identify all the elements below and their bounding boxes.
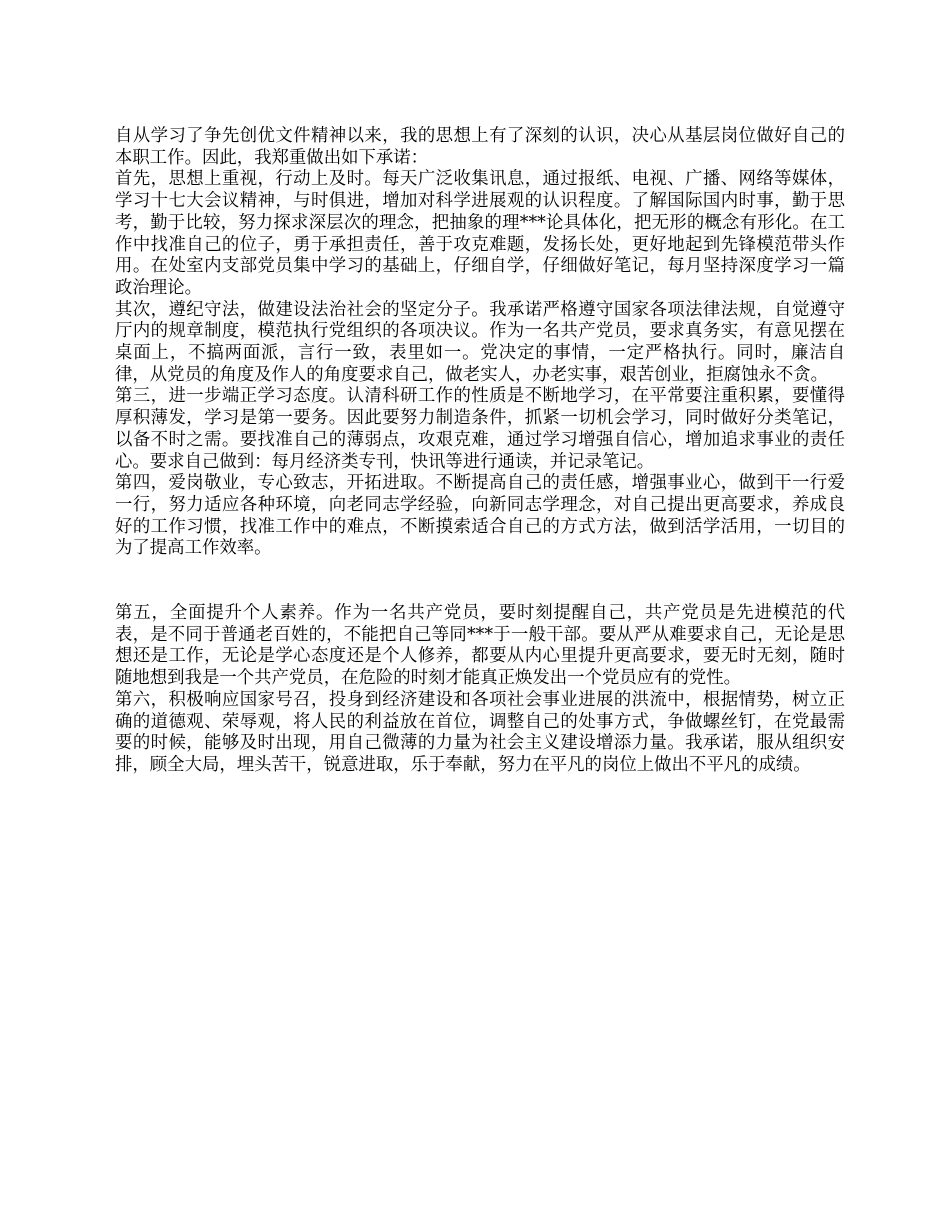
paragraph-fourth: 第四，爱岗敬业，专心致志，开拓进取。不断提高自己的责任感，增强事业心，做到干一行爱一行，努力适应各种环境，向老同志学经验，向新同志学理念，对自己提出更高要求，养成良好的工作习惯，找准工作中的难点，不断摸索适合自己的方式方法，做到活学活用，一切目的为了提高工作效率。 [115, 473, 845, 559]
paragraph-fifth: 第五，全面提升个人素养。作为一名共产党员，要时刻提醒自己，共产党员是先进模范的代表，是不同于普通老百姓的，不能把自己等同***于一般干部。要从严从难要求自己，无论是思想还是工作，无论是学心态度还是个人修养，都要从内心里提升更高要求，要无时无刻，随时随地想到我是一个共产党员，在危险的时刻才能真正焕发出一个党员应有的党性。 [115, 603, 845, 689]
paragraph-intro: 自从学习了争先创优文件精神以来，我的思想上有了深刻的认识，决心从基层岗位做好自己的本职工作。因此，我郑重做出如下承诺： [115, 126, 845, 168]
paragraph-second: 其次，遵纪守法，做建设法治社会的坚定分子。我承诺严格遵守国家各项法律法规，自觉遵守厅内的规章制度，模范执行党组织的各项决议。作为一名共产党员，要求真务实，有意见摆在桌面上，不搞两面派，言行一致，表里如一。党决定的事情，一定严格执行。同时，廉洁自律，从党员的角度及作人的角度要求自己，做老实人，办老实事，艰苦创业，拒腐蚀永不贪。 [115, 299, 845, 385]
paragraph-sixth: 第六，积极响应国家号召，投身到经济建设和各项社会事业进展的洪流中，根据情势，树立正确的道德观、荣辱观，将人民的利益放在首位，调整自己的处事方式，争做螺丝钉，在党最需要的时候，能够及时出现，用自己微薄的力量为社会主义建设增添力量。我承诺，服从组织安排，顾全大局，埋头苦干，锐意进取，乐于奉献，努力在平凡的岗位上做出不平凡的成绩。 [115, 689, 845, 775]
document-body [115, 126, 845, 777]
paragraph-first: 首先，思想上重视，行动上及时。每天广泛收集讯息，通过报纸、电视、广播、网络等媒体，学习十七大会议精神，与时俱进，增加对科学进展观的认识程度。了解国际国内时事，勤于思考，勤于比较，努力探求深层次的理念，把抽象的理***论具体化，把无形的概念有形化。在工作中找准自己的位子，勇于承担责任，善于攻克难题，发扬长处，更好地起到先锋模范带头作用。在处室内支部党员集中学习的基础上，仔细自学，仔细做好笔记，每月坚持深度学习一篇政治理论。 [115, 169, 845, 298]
paragraph-third: 第三，进一步端正学习态度。认清科研工作的性质是不断地学习，在平常要注重积累，要懂得厚积薄发，学习是第一要务。因此要努力制造条件，抓紧一切机会学习，同时做好分类笔记，以备不时之需。要找准自己的薄弱点，攻艰克难，通过学习增强自信心，增加追求事业的责任心。要求自己做到：每月经济类专刊，快讯等进行通读，并记录笔记。 [115, 386, 845, 472]
paragraph-gap [115, 560, 845, 603]
